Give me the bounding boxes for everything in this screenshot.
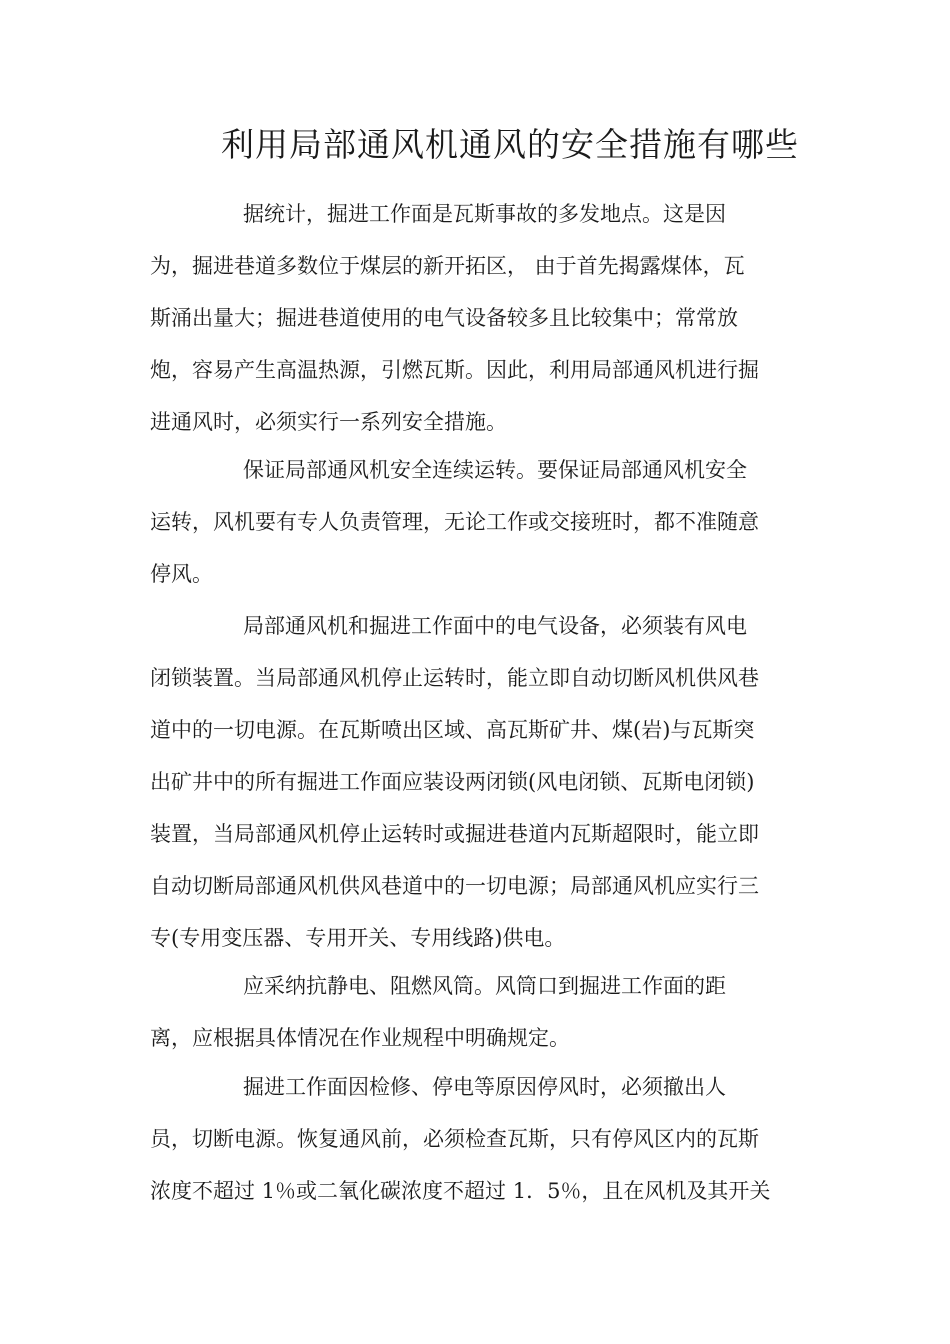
paragraph-line: 出矿井中的所有掘进工作面应装设两闭锁(风电闭锁、瓦斯电闭锁) bbox=[150, 770, 755, 794]
paragraph-line: 员，切断电源。恢复通风前，必须检查瓦斯，只有停风区内的瓦斯 bbox=[150, 1127, 759, 1151]
paragraph-3 bbox=[150, 600, 870, 964]
paragraph-1 bbox=[150, 188, 870, 448]
paragraph-line: 运转，风机要有专人负责管理，无论工作或交接班时，都不准随意 bbox=[150, 510, 759, 534]
paragraph-line: 离，应根据具体情况在作业规程中明确规定。 bbox=[150, 1026, 570, 1050]
paragraph-line: 道中的一切电源。在瓦斯喷出区域、高瓦斯矿井、煤(岩)与瓦斯突 bbox=[150, 718, 755, 742]
paragraph-line: 进通风时，必须实行一系列安全措施。 bbox=[150, 410, 507, 434]
paragraph-line: 掘进工作面因检修、停电等原因停风时，必须撤出人 bbox=[243, 1075, 726, 1099]
paragraph-2 bbox=[150, 444, 870, 600]
paragraph-line: 局部通风机和掘进工作面中的电气设备，必须装有风电 bbox=[243, 614, 747, 638]
paragraph-line: 装置，当局部通风机停止运转时或掘进巷道内瓦斯超限时，能立即 bbox=[150, 822, 759, 846]
paragraph-line: 斯涌出量大；掘进巷道使用的电气设备较多且比较集中；常常放 bbox=[150, 306, 738, 330]
paragraph-line: 据统计，掘进工作面是瓦斯事故的多发地点。这是因 bbox=[243, 202, 726, 226]
paragraph-line: 专(专用变压器、专用开关、专用线路)供电。 bbox=[150, 926, 566, 950]
paragraph-line: 自动切断局部通风机供风巷道中的一切电源；局部通风机应实行三 bbox=[150, 874, 759, 898]
paragraph-line: 停风。 bbox=[150, 562, 213, 586]
paragraph-4 bbox=[150, 960, 870, 1064]
paragraph-line: 保证局部通风机安全连续运转。要保证局部通风机安全 bbox=[243, 458, 747, 482]
paragraph-5 bbox=[150, 1061, 870, 1217]
paragraph-line: 应采纳抗静电、阻燃风筒。风筒口到掘进工作面的距 bbox=[243, 974, 726, 998]
paragraph-line: 浓度不超过 1％或二氧化碳浓度不超过 1．5％，且在风机及其开关 bbox=[150, 1179, 771, 1203]
document-title: 利用局部通风机通风的安全措施有哪些 bbox=[221, 125, 799, 164]
paragraph-line: 闭锁装置。当局部通风机停止运转时，能立即自动切断风机供风巷 bbox=[150, 666, 759, 690]
paragraph-line: 炮，容易产生高温热源，引燃瓦斯。因此，利用局部通风机进行掘 bbox=[150, 358, 759, 382]
paragraph-line: 为，掘进巷道多数位于煤层的新开拓区， 由于首先揭露煤体，瓦 bbox=[150, 254, 745, 278]
